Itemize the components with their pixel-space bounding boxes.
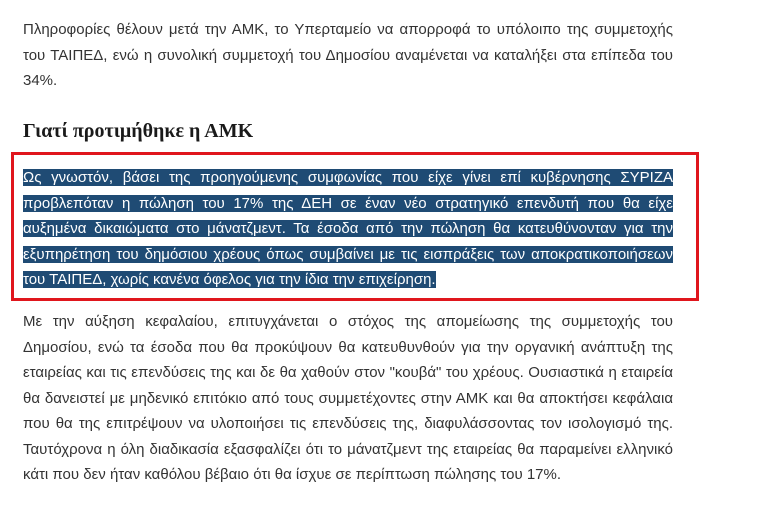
- highlighted-paragraph[interactable]: [23, 165, 673, 293]
- body-paragraph: Με την αύξηση κεφαλαίου, επιτυγχάνεται ο στόχος της απομείωσης της συμμετοχής του Δημοσίου, ενώ τα έσοδα που θα προκύψουν θα κατευθυνθούν για την οργανική ανάπτυξη της εταιρείας και τις επενδύσεις της και δε θα χαθούν στον "κουβά" του χρέους. Ουσιαστικά η εταιρεία θα δανειστεί με μηδενικό επιτόκιο από τους συμμετέχοντες στην ΑΜΚ και θα αποκτήσει κεφάλαια που θα της επιτρέψουν να υλοποιήσει τις επενδύσεις της, διαφυλάσσοντας τον ισολογισμό της. Ταυτόχρονα η όλη διαδικασία εξασφαλίζει ότι το μάνατζμεντ της εταιρείας θα παραμείνει ελληνικό κάτι που δεν ήταν καθόλου βέβαιο ότι θα ίσχυε σε περίπτωση πώλησης του 17%.: [23, 313, 673, 483]
- selected-text[interactable]: Ως γνωστόν, βάσει της προηγούμενης συμφωνίας που είχε γίνει επί κυβέρνησης ΣΥΡΙΖΑ προβλεπόταν η πώληση του 17% της ΔΕΗ σε έναν νέο στρατηγικό επενδυτή που θα είχε αυξημένα δικαιώματα στο μάνατζμεντ. Τα έσοδα από την πώληση θα κατευθύνονταν για την εξυπηρέτηση του δημόσιου χρέους όπως συμβαίνει με τις εισπράξεις των αποκρατικοποιήσεων του ΤΑΙΠΕΔ, χωρίς κανένα όφελος για την ίδια την επιχείρηση.: [23, 169, 673, 288]
- intro-paragraph: Πληροφορίες θέλουν μετά την ΑΜΚ, το Υπερταμείο να απορροφά το υπόλοιπο της συμμετοχής του ΤΑΙΠΕΔ, ενώ η συνολική συμμετοχή του Δημοσίου αναμένεται να καταλήξει στα επίπεδα του 34%.: [23, 21, 673, 89]
- section-heading: Γιατί προτιμήθηκε η ΑΜΚ: [23, 120, 254, 142]
